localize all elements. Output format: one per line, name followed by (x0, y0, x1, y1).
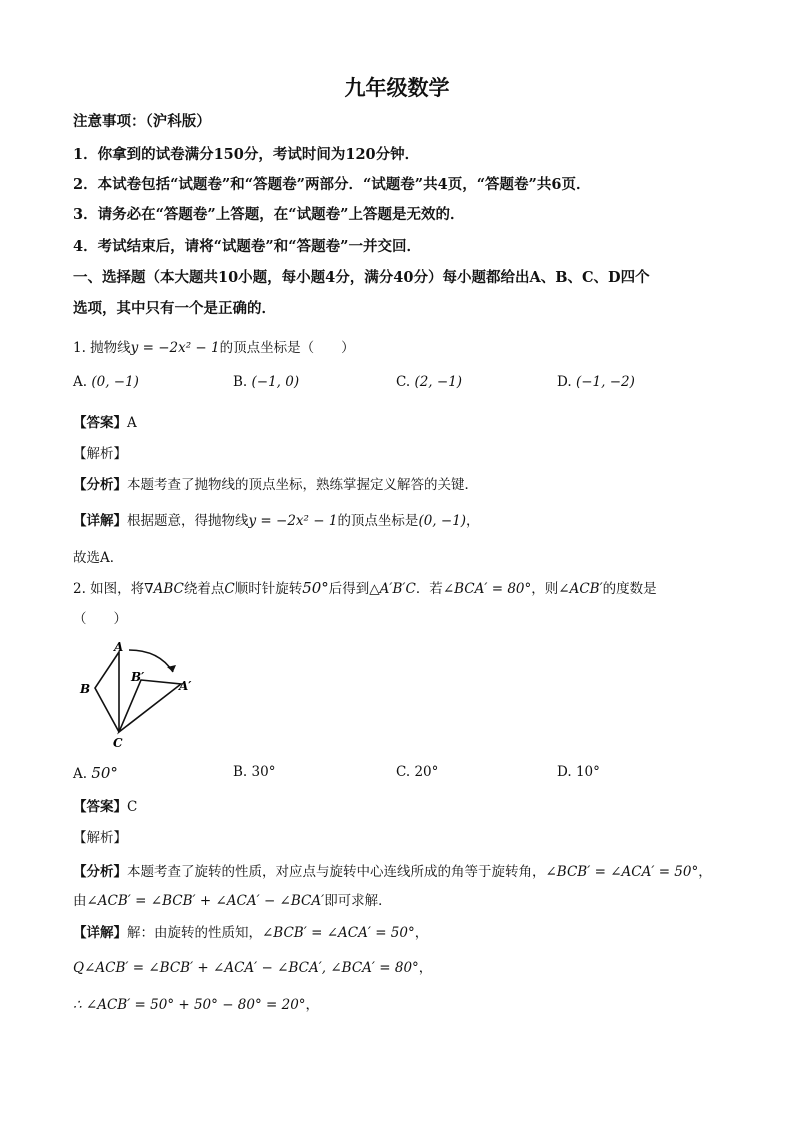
option-label: C. (396, 764, 411, 780)
xiangjie-formula: y = −2x² − 1 (248, 513, 338, 529)
q1-analysis-tag: 【解析】 (73, 446, 127, 462)
answer-value: C (127, 799, 138, 815)
step2-end: ， (418, 960, 433, 976)
notice-header: 注意事项：（沪科版） (73, 113, 211, 130)
q1-stem-suffix: 的顶点坐标是（ ） (219, 340, 355, 356)
fenxi-formula: ∠ACB′ = ∠BCB′ + ∠ACA′ − ∠BCA′ (86, 893, 325, 909)
option-value: (−1, 0) (251, 374, 300, 390)
q2-stem-text: 2. 如图，将 (73, 581, 145, 597)
xiangjie-end: ， (466, 513, 480, 529)
xiangjie-formula: ∠BCB′ = ∠ACA′ = 50° (262, 925, 415, 941)
option-value: (0, −1) (91, 374, 139, 390)
option-value: 30° (251, 764, 276, 780)
fenxi-text: 本题考查了抛物线的顶点坐标，熟练掌握定义解答的关键． (127, 477, 478, 493)
q1-fenxi (73, 473, 478, 493)
q2-stem-angle: 50° (302, 579, 329, 597)
q2-stem-triangle-abc: ∇ABC (144, 581, 184, 597)
q2-stem-text: 的度数是 (602, 581, 657, 597)
q1-stem (73, 336, 355, 356)
notice-item-4: 4．考试结束后，请将“试题卷”和“答题卷”一并交回． (73, 238, 421, 255)
q2-stem-condition: ∠BCA′ = 80° (442, 581, 532, 597)
option-value: 10° (575, 764, 600, 780)
q2-xiangjie (73, 921, 428, 941)
q2-option-d (557, 764, 600, 780)
fenxi-formula: ∠BCB′ = ∠ACA′ = 50° (545, 864, 699, 880)
q2-rotation-figure (73, 636, 213, 752)
fenxi-text: 本题考查了旋转的性质，对应点与旋转中心连线所成的角等于旋转角， (127, 864, 546, 880)
q1-answer (73, 411, 137, 431)
q2-stem-line2: （ ） (73, 611, 127, 627)
option-value: 50° (91, 764, 118, 782)
q2-stem-text: ，则 (531, 581, 559, 597)
step3-end: ， (305, 997, 320, 1013)
fenxi-end: ， (698, 864, 712, 880)
xiangjie-prefix: 根据题意，得抛物线 (127, 513, 249, 529)
q1-conclusion: 故选A． (73, 550, 124, 566)
q1-option-c (396, 374, 462, 390)
q2-analysis-tag: 【解析】 (73, 830, 127, 846)
label-c: C (113, 736, 123, 750)
fenxi-text: 即可求解． (324, 893, 392, 909)
notice-item-3: 3．请务必在“答题卷”上答题，在“试题卷”上答题是无效的． (73, 206, 465, 223)
xiangjie-point: (0, −1) (418, 513, 467, 529)
answer-value: A (127, 415, 137, 431)
q1-stem-prefix: 1. 抛物线 (73, 340, 131, 356)
rotation-arrow-icon (129, 650, 173, 672)
q2-stem-text: ．若 (415, 581, 443, 597)
answer-tag: 【答案】 (73, 415, 127, 431)
option-value: (2, −1) (414, 374, 463, 390)
q2-option-a (73, 764, 118, 782)
q1-stem-formula: y = −2x² − 1 (130, 340, 220, 356)
option-label: D. (557, 764, 572, 780)
fenxi-tag: 【分析】 (73, 864, 127, 880)
q2-option-c (396, 764, 438, 780)
q1-xiangjie (73, 509, 480, 529)
q2-stem-text: 后得到 (328, 581, 370, 597)
q1-option-a (73, 374, 139, 390)
triangle-a1b1c (119, 680, 181, 732)
notice-item-1: 1．你拿到的试卷满分150分，考试时间为120分钟． (73, 146, 420, 163)
option-label: D. (557, 374, 572, 390)
label-b-prime: B′ (131, 670, 145, 684)
xiangjie-tag: 【详解】 (73, 513, 127, 529)
option-label: A. (73, 374, 88, 390)
q2-stem-target: ∠ACB′ (558, 581, 603, 597)
option-value: 20° (414, 764, 439, 780)
notice-item-2: 2．本试卷包括“试题卷”和“答题卷”两部分．“试题卷”共4页，“答题卷”共6页． (73, 176, 591, 193)
triangle-abc (95, 652, 119, 732)
q2-fenxi-line2 (73, 889, 392, 909)
fenxi-tag: 【分析】 (73, 477, 127, 493)
label-a: A (114, 640, 124, 654)
answer-tag: 【答案】 (73, 799, 127, 815)
q2-stem-triangle-a1b1c: △A′B′C (369, 581, 416, 597)
section-heading-line1: 一、选择题（本大题共10小题，每小题4分，满分40分）每小题都给出A、B、C、D四个 (73, 269, 650, 286)
q2-answer (73, 795, 137, 815)
q2-stem-line1 (73, 577, 657, 597)
xiangjie-tag: 【详解】 (73, 925, 127, 941)
xiangjie-text: 解：由旋转的性质知， (127, 925, 262, 941)
q2-step2 (73, 956, 432, 976)
page-title: 九年级数学 (344, 75, 450, 100)
xiangjie-mid: 的顶点坐标是 (337, 513, 419, 529)
q1-option-d (557, 374, 635, 390)
q1-option-b (233, 374, 299, 390)
q2-fenxi-line1 (73, 860, 712, 880)
fenxi-text: 由 (73, 893, 87, 909)
q2-step3 (73, 993, 319, 1013)
label-b: B (80, 682, 91, 696)
option-label: A. (73, 766, 88, 782)
q2-stem-text: 顺时针旋转 (234, 581, 303, 597)
label-a-prime: A′ (179, 679, 192, 693)
q2-stem-text: 绕着点 (183, 581, 225, 597)
option-label: B. (233, 374, 248, 390)
q2-option-b (233, 764, 275, 780)
option-value: (−1, −2) (575, 374, 635, 390)
option-label: C. (396, 374, 411, 390)
step3-formula: ∴ ∠ACB′ = 50° + 50° − 80° = 20° (73, 997, 306, 1013)
step2-formula: Q∠ACB′ = ∠BCB′ + ∠ACA′ − ∠BCA′, ∠BCA′ = 80° (73, 960, 419, 976)
option-label: B. (233, 764, 248, 780)
xiangjie-end: ， (414, 925, 429, 941)
section-heading-line2: 选项，其中只有一个是正确的． (73, 300, 276, 317)
q2-stem-point-c: C (224, 581, 235, 597)
